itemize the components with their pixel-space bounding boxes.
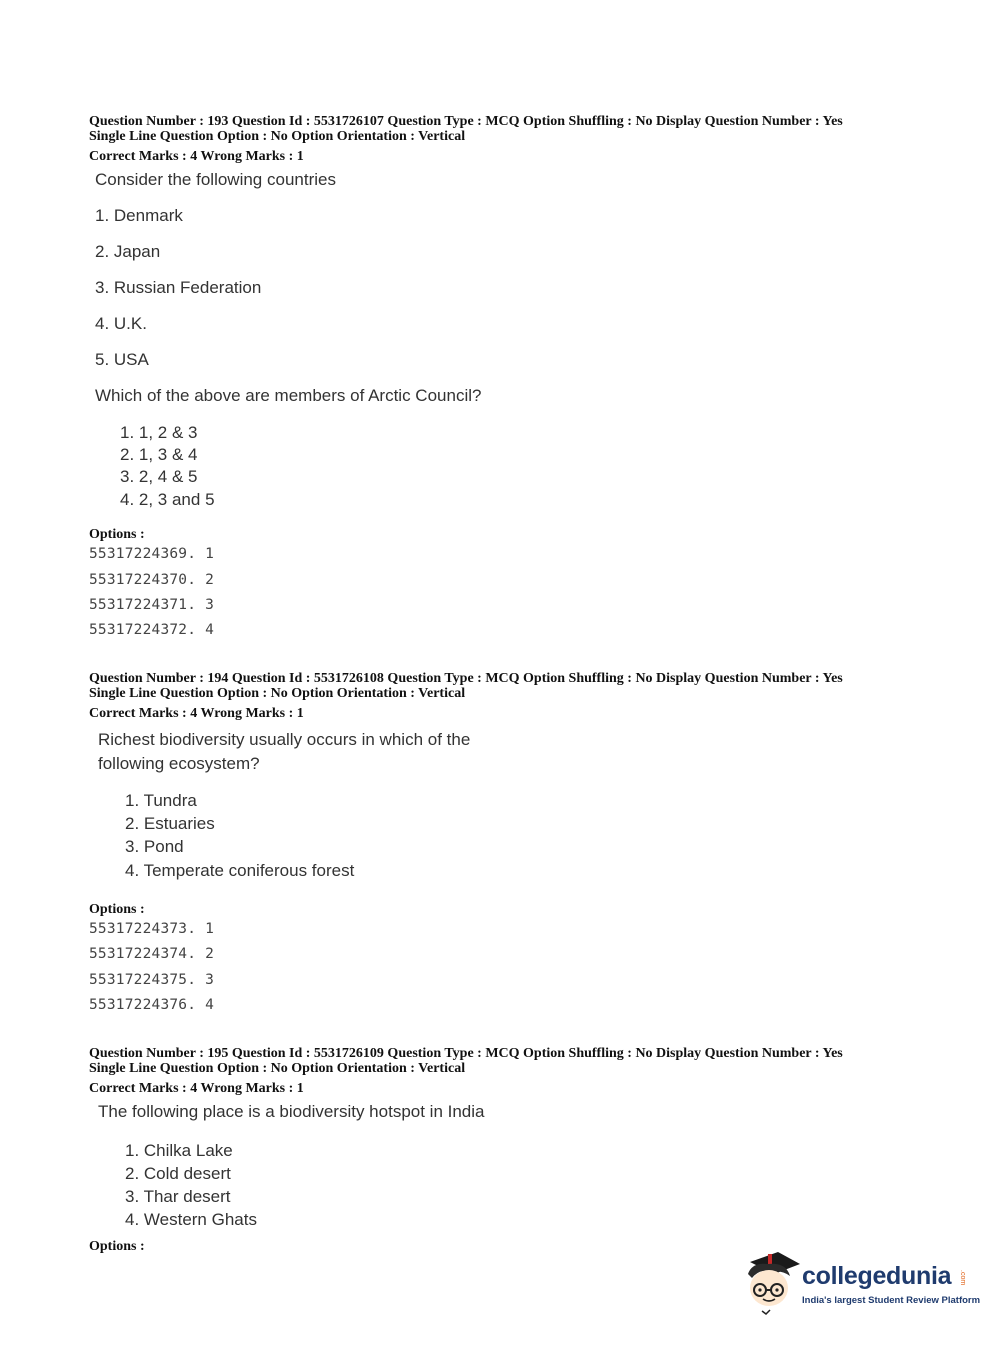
q194-choice: 2. Estuaries [125, 814, 215, 833]
q193-option: 55317224369. 1 [89, 546, 215, 562]
q193-stem-item: 5. USA [95, 350, 149, 369]
q195-choice: 4. Western Ghats [125, 1210, 257, 1229]
q194-options-label: Options : [89, 902, 145, 917]
q195-choice: 1. Chilka Lake [125, 1141, 233, 1160]
q195-meta-line1: Question Number : 195 Question Id : 5531726109 Question Type : MCQ Option Shuffling : No Display Question Number : Yes [89, 1046, 843, 1061]
q195-stem-line: The following place is a biodiversity hotspot in India [98, 1102, 485, 1121]
q193-stem-item: 1. Denmark [95, 206, 183, 225]
q194-option: 55317224375. 3 [89, 972, 215, 988]
q194-option: 55317224376. 4 [89, 997, 215, 1013]
q193-option: 55317224372. 4 [89, 622, 215, 638]
q194-stem-line: following ecosystem? [98, 754, 260, 773]
q193-stem-intro: Consider the following countries [95, 170, 336, 189]
q194-marks: Correct Marks : 4 Wrong Marks : 1 [89, 706, 304, 721]
logo-tagline: India's largest Student Review Platform [802, 1295, 981, 1306]
q193-stem-item: 4. U.K. [95, 314, 147, 333]
q193-stem-question: Which of the above are members of Arctic Council? [95, 386, 482, 405]
q193-choice: 1. 1, 2 & 3 [120, 423, 198, 442]
q195-meta-line2: Single Line Question Option : No Option Orientation : Vertical [89, 1061, 466, 1076]
q194-choice: 4. Temperate coniferous forest [125, 861, 355, 880]
q195-options-label: Options : [89, 1239, 145, 1254]
q193-stem-item: 2. Japan [95, 242, 161, 261]
q194-option: 55317224373. 1 [89, 921, 215, 937]
q194-meta-line2: Single Line Question Option : No Option Orientation : Vertical [89, 686, 466, 701]
q193-choice: 4. 2, 3 and 5 [120, 490, 215, 509]
q193-stem-item: 3. Russian Federation [95, 278, 262, 297]
q193-choice: 3. 2, 4 & 5 [120, 467, 198, 486]
q195-choice: 2. Cold desert [125, 1164, 231, 1183]
student-mascot-icon [742, 1248, 802, 1320]
q193-option: 55317224370. 2 [89, 572, 215, 588]
q194-meta-line1: Question Number : 194 Question Id : 5531726108 Question Type : MCQ Option Shuffling : No Display Question Number : Yes [89, 671, 843, 686]
q193-options-label: Options : [89, 527, 145, 542]
logo-wordmark: collegedunia [802, 1262, 952, 1290]
q193-meta-line1: Question Number : 193 Question Id : 5531726107 Question Type : MCQ Option Shuffling : No Display Question Number : Yes [89, 114, 843, 129]
q195-marks: Correct Marks : 4 Wrong Marks : 1 [89, 1081, 304, 1096]
logo-suffix: .com [959, 1270, 966, 1286]
q194-stem-line: Richest biodiversity usually occurs in which of the [98, 730, 471, 749]
q195-choice: 3. Thar desert [125, 1187, 231, 1206]
q193-meta-line2: Single Line Question Option : No Option Orientation : Vertical [89, 129, 466, 144]
q193-option: 55317224371. 3 [89, 597, 215, 613]
q194-choice: 3. Pond [125, 837, 184, 856]
q193-choice: 2. 1, 3 & 4 [120, 445, 198, 464]
q194-choice: 1. Tundra [125, 791, 197, 810]
collegedunia-logo [742, 1248, 981, 1320]
q193-marks: Correct Marks : 4 Wrong Marks : 1 [89, 149, 304, 164]
q194-option: 55317224374. 2 [89, 946, 215, 962]
